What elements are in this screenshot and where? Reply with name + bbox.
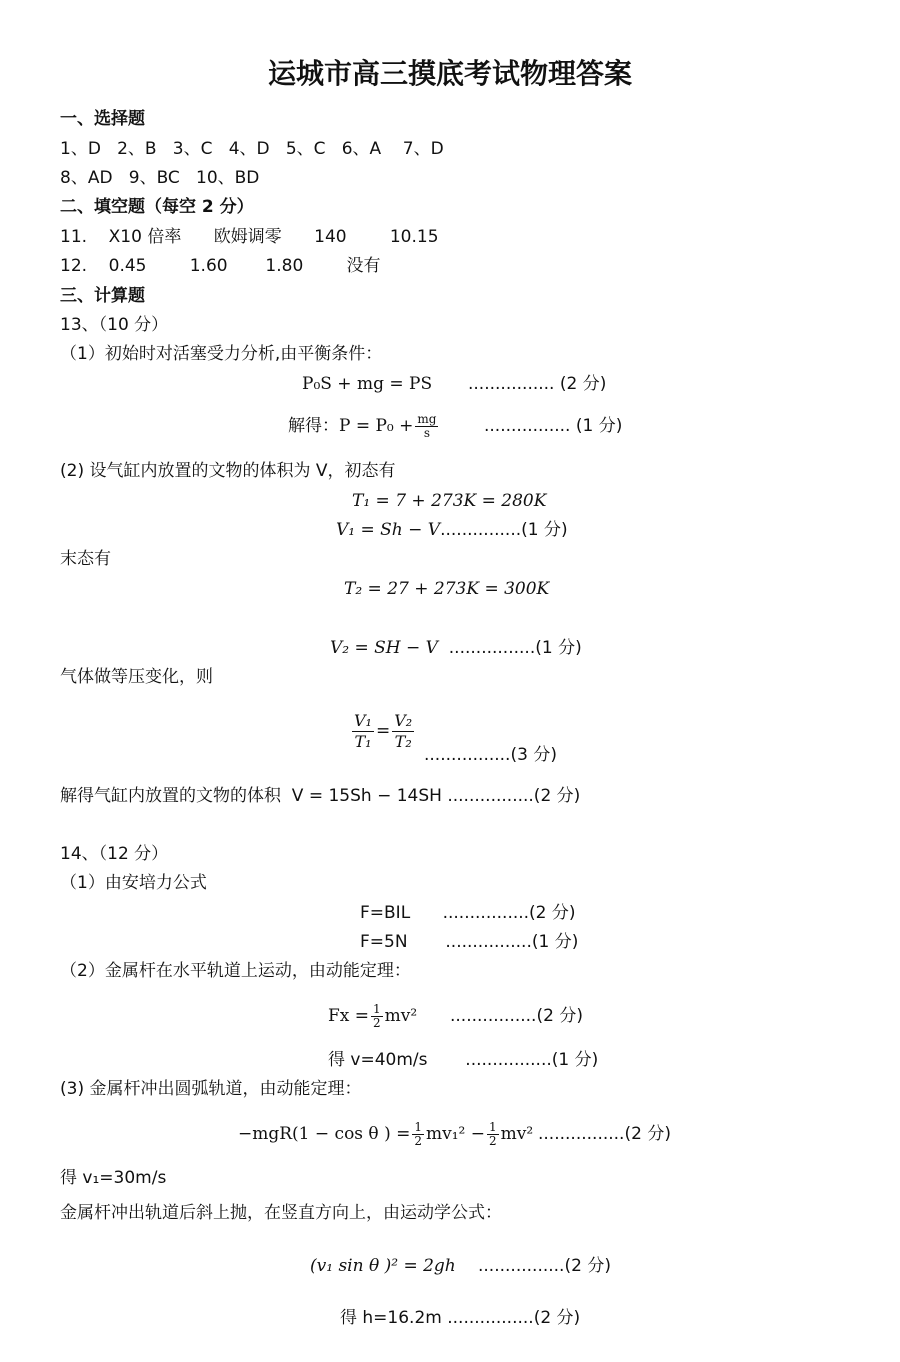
q14-f2: F=5N ................(1 分) (360, 932, 579, 952)
q13-part1-text: （1）初始时对活塞受力分析,由平衡条件： (60, 344, 383, 364)
q13-ratio-right-num: V₂ (394, 711, 413, 730)
q13-result: 解得气缸内放置的文物的体积 V = 15Sh − 14SH ................(2 分) (60, 786, 581, 806)
q13-equation-2 (288, 410, 440, 442)
q13-v2 (330, 638, 582, 658)
answer-q11: 11. X10 倍率 欧姆调零 140 10.15 (60, 227, 439, 247)
q13-ratio-left (352, 711, 374, 752)
choice-answers-row-2: 8、AD 9、BC 10、BD (60, 168, 260, 188)
q13-eq2-denominator: s (423, 426, 431, 440)
q13-ratio-right-den: T₂ (394, 732, 412, 751)
q14-eq3-half-1 (412, 1121, 424, 1148)
q14-fx-half (371, 1003, 383, 1030)
q13-heading: 13、（10 分） (60, 315, 169, 335)
q14-fx-prefix: Fx = (328, 1006, 370, 1026)
section-heading-fill: 二、填空题（每空 2 分） (60, 197, 254, 217)
answer-q12: 12. 0.45 1.60 1.80 没有 (60, 256, 381, 276)
q13-eq2-prefix: 解得：P = P₀ + (288, 416, 414, 436)
q14-kinematics-score: ................(2 分) (478, 1256, 611, 1276)
q13-eq2-numerator: mg (417, 412, 437, 426)
q14-eq3-half-2-num: 1 (489, 1120, 497, 1134)
q14-fx-suffix: mv² (384, 1006, 418, 1026)
q13-ratio-equation: $\frac{\text{V₁}}{\text{T₁}}$ = $\frac{\text{V₂}}{\text{T₂}}$ (354, 711, 413, 751)
q13-v2-eq: V₂ = SH − V (330, 638, 438, 658)
section-heading-calc: 三、计算题 (60, 286, 145, 306)
page-title: 运城市高三摸底考试物理答案 (267, 57, 632, 90)
q13-equation-2-score: ................ (1 分) (484, 416, 623, 436)
q13-ratio-right (392, 711, 414, 752)
q13-part2-text: (2) 设气缸内放置的文物的体积为 V，初态有 (60, 461, 396, 481)
q13-v2-score: ................(1 分) (448, 638, 582, 658)
q14-energy-equation (238, 1118, 533, 1150)
q14-kinematics-equation: (v₁ sin θ )² = 2gh (310, 1256, 456, 1276)
q13-v1 (336, 520, 568, 540)
q14-part3-text: (3) 金属杆冲出圆弧轨道，由动能定理： (60, 1079, 362, 1099)
q13-ratio-left-den: T₁ (354, 732, 372, 751)
q14-eq3-left: −mgR(1 − cos θ ) = (238, 1124, 411, 1144)
q13-final-state-label: 末态有 (60, 549, 111, 569)
section-heading-choice: 一、选择题 (60, 109, 145, 129)
q13-part4-text: 气体做等压变化，则 (60, 667, 213, 687)
q13-eq2-fraction (415, 413, 438, 440)
q13-v1-eq: V₁ = Sh − V (336, 520, 441, 540)
q13-equation-1: P₀S + mg = PS (302, 374, 433, 394)
q14-fx-half-den: 2 (373, 1016, 381, 1030)
q14-part1-text: （1）由安培力公式 (60, 873, 207, 893)
q14-h: 得 h=16.2m ................(2 分) (340, 1308, 581, 1328)
q14-part4-text: 金属杆冲出轨道后斜上抛，在竖直方向上，由运动学公式： (60, 1203, 502, 1223)
q14-eq3-half-1-den: 2 (414, 1134, 422, 1148)
q14-f1: F=BIL ................(2 分) (360, 903, 576, 923)
q14-v: 得 v=40m/s ................(1 分) (328, 1050, 599, 1070)
q14-energy-score: ................(2 分) (538, 1124, 671, 1144)
q14-eq3-mid: mv₁² − (426, 1124, 486, 1144)
q14-fx-half-num: 1 (373, 1002, 381, 1016)
q14-fx-score: ................(2 分) (450, 1006, 583, 1026)
q14-eq3-half-2 (487, 1121, 499, 1148)
q14-eq3-half-1-num: 1 (414, 1120, 422, 1134)
q14-eq3-right: mv² (500, 1124, 534, 1144)
q13-equation-1-score: ................ (2 分) (468, 374, 607, 394)
q13-ratio-score: ................(3 分) (424, 745, 557, 765)
choice-answers-row-1: 1、D 2、B 3、C 4、D 5、C 6、A 7、D (60, 139, 444, 159)
q14-part2-text: （2）金属杆在水平轨道上运动，由动能定理： (60, 961, 411, 981)
q13-t2: T₂ = 27 + 273K = 300K (344, 579, 550, 599)
q13-ratio-left-num: V₁ (354, 711, 372, 730)
q13-v1-score: ...............(1 分) (440, 520, 568, 540)
q13-t1: T₁ = 7 + 273K = 280K (352, 491, 547, 511)
q14-eq3-half-2-den: 2 (489, 1134, 497, 1148)
q14-heading: 14、（12 分） (60, 844, 169, 864)
q14-v1: 得 v₁=30m/s (60, 1168, 167, 1188)
q14-fx-equation (328, 1000, 417, 1032)
